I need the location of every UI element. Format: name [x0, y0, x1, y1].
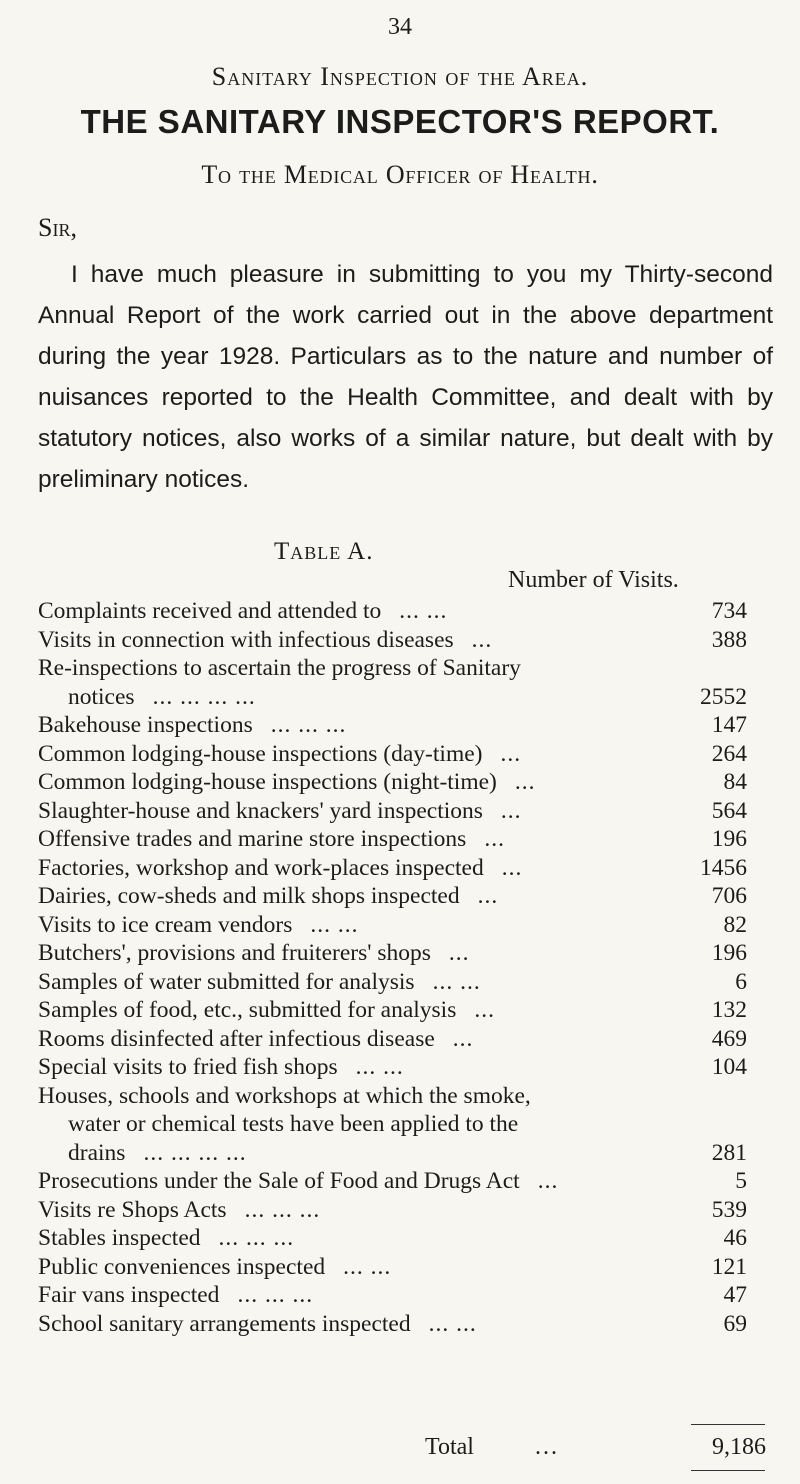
- row-label: [38, 654, 783, 711]
- row-label-text: Common lodging-house inspections (night-time): [38, 769, 497, 795]
- row-label: [38, 825, 783, 854]
- row-label: [38, 1253, 783, 1282]
- row-label-text: Visits re Shops Acts: [38, 1196, 227, 1223]
- table-row: [38, 882, 783, 911]
- table-row: [38, 911, 783, 940]
- row-value: 69: [723, 1310, 747, 1337]
- row-leader-dots: ...: [484, 826, 505, 852]
- row-value: 47: [723, 1282, 747, 1308]
- row-label-text: Stables inspected: [38, 1225, 201, 1251]
- row-value: 84: [723, 769, 747, 795]
- row-label-text: Dairies, cow-sheds and milk shops inspected: [38, 883, 460, 909]
- table-row: [38, 654, 783, 711]
- row-label-text: Common lodging-house inspections (day-time): [38, 740, 483, 767]
- row-value: 82: [723, 911, 747, 938]
- salutation: Sir,: [38, 213, 77, 242]
- row-value: 132: [711, 997, 747, 1023]
- table-row: [38, 597, 783, 626]
- row-value: 1456: [700, 854, 747, 881]
- row-leader-dots: ... ...: [432, 968, 481, 995]
- table-row: [38, 996, 783, 1025]
- row-label-text: Fair vans inspected: [38, 1282, 220, 1308]
- addressee-line: To the Medical Officer of Health.: [201, 160, 599, 189]
- table-row: [38, 968, 783, 997]
- row-value: 121: [711, 1253, 747, 1280]
- table-row: [38, 1167, 783, 1196]
- row-value: 196: [711, 826, 747, 852]
- row-label-text: Rooms disinfected after infectious disease: [38, 1025, 435, 1052]
- table-row: [38, 939, 783, 968]
- total-value: 9,186: [712, 1434, 766, 1460]
- row-leader-dots: ... ... ...: [218, 1225, 295, 1251]
- row-leader-dots: ... ...: [399, 598, 448, 624]
- row-label: [38, 939, 783, 968]
- row-label: [38, 1281, 783, 1310]
- row-leader-dots: ...: [452, 1025, 474, 1052]
- row-leader-dots: ... ...: [343, 1253, 392, 1280]
- row-value: 196: [711, 940, 747, 966]
- table-row: [38, 825, 783, 854]
- row-value: 539: [711, 1196, 747, 1223]
- row-value: 388: [711, 626, 747, 653]
- row-leader-dots: ...: [501, 854, 523, 881]
- row-leader-dots: ... ... ... ...: [152, 683, 256, 710]
- row-label: [38, 1196, 783, 1225]
- row-label: [38, 854, 783, 883]
- row-label-text: Visits in connection with infectious diseases: [38, 626, 454, 653]
- row-leader-dots: ...: [500, 740, 522, 767]
- row-label: [38, 1025, 783, 1054]
- row-label-text: Samples of water submitted for analysis: [38, 968, 415, 995]
- row-label-continuation: drains ... ... ... ...: [68, 1139, 247, 1166]
- total-dots: ...: [535, 1434, 559, 1460]
- row-label-text: Samples of food, etc., submitted for analysis: [38, 997, 457, 1023]
- row-leader-dots: ...: [474, 997, 495, 1023]
- row-leader-dots: ...: [500, 797, 522, 824]
- report-title: THE SANITARY INSPECTOR'S REPORT.: [80, 103, 720, 140]
- row-value: 5: [735, 1168, 747, 1194]
- table-row: [38, 626, 783, 655]
- row-label: [38, 597, 783, 626]
- row-value: 734: [711, 598, 747, 624]
- row-label: [38, 740, 783, 769]
- row-label: [38, 768, 783, 797]
- row-label: [38, 797, 783, 826]
- row-label-text: Houses, schools and workshops at which the smoke,: [38, 1082, 531, 1109]
- section-title: Sanitary Inspection of the Area.: [211, 62, 589, 91]
- row-label-text: Bakehouse inspections: [38, 712, 253, 738]
- table-row: [38, 1025, 783, 1054]
- table-row: [38, 711, 783, 740]
- table-row: [38, 1224, 783, 1253]
- table-row: [38, 1196, 783, 1225]
- row-label-text: School sanitary arrangements inspected: [38, 1310, 411, 1337]
- row-value: 264: [711, 740, 747, 767]
- row-label-text: Visits to ice cream vendors: [38, 911, 293, 938]
- row-label: [38, 1167, 783, 1196]
- row-label: [38, 1053, 783, 1082]
- table-row: [38, 1253, 783, 1282]
- row-label-text: Prosecutions under the Sale of Food and Drugs Act: [38, 1168, 520, 1194]
- table-rows: [38, 597, 783, 1338]
- table-row: [38, 1082, 783, 1168]
- table-row: [38, 1053, 783, 1082]
- row-leader-dots: ...: [471, 626, 493, 653]
- row-value: 281: [711, 1139, 747, 1166]
- row-value: 706: [711, 883, 747, 909]
- row-label: [38, 1310, 783, 1339]
- row-label-continuation: water or chemical tests have been applied to the: [68, 1111, 519, 1137]
- row-label-continuation: notices ... ... ... ...: [68, 683, 256, 710]
- table-row: [38, 854, 783, 883]
- row-label: [38, 626, 783, 655]
- row-label: [38, 968, 783, 997]
- row-label: [38, 1224, 783, 1253]
- row-label-text: Slaughter-house and knackers' yard inspections: [38, 797, 483, 824]
- column-header: Number of Visits.: [508, 567, 679, 593]
- row-label-text: Butchers', provisions and fruiterers' shops: [38, 940, 431, 966]
- row-leader-dots: ...: [477, 883, 499, 909]
- row-label: [38, 996, 783, 1025]
- row-leader-dots: ...: [537, 1168, 559, 1194]
- table-row: [38, 797, 783, 826]
- row-value: 46: [723, 1225, 747, 1251]
- row-label: [38, 711, 783, 740]
- row-leader-dots: ...: [448, 940, 470, 966]
- row-label: [38, 911, 783, 940]
- table-row: [38, 1281, 783, 1310]
- row-label-text: Re-inspections to ascertain the progress of Sanitary: [38, 655, 521, 681]
- row-label: [38, 882, 783, 911]
- row-leader-dots: ... ... ...: [244, 1196, 321, 1223]
- total-rule-top: [691, 1424, 765, 1425]
- row-value: 104: [711, 1054, 747, 1080]
- row-label: [38, 1082, 783, 1168]
- row-leader-dots: ... ...: [310, 911, 359, 938]
- row-value: 469: [711, 1025, 747, 1052]
- body-paragraph: I have much pleasure in submitting to you my Thirty-second Annual Report of the work carried out in the above department during the year 1928. Particulars as to the nature and number of nuisances reported to the Health Committee, and dealt with by statutory notices, also works of a similar nature, but dealt with by preliminary notices.: [38, 261, 773, 493]
- table-row: [38, 740, 783, 769]
- row-label-text: Factories, workshop and work-places inspected: [38, 854, 484, 881]
- page-number: 34: [388, 14, 412, 40]
- table-row: [38, 1310, 783, 1339]
- row-label-text: Public conveniences inspected: [38, 1253, 326, 1280]
- row-leader-dots: ... ...: [428, 1310, 477, 1337]
- row-label-text: Special visits to fried fish shops: [38, 1054, 338, 1080]
- row-label-text: Offensive trades and marine store inspections: [38, 826, 467, 852]
- row-leader-dots: ... ...: [355, 1054, 404, 1080]
- total-label: Total: [425, 1434, 474, 1460]
- total-rule-bottom: [691, 1470, 765, 1471]
- row-leader-dots: ... ... ...: [237, 1282, 314, 1308]
- row-value: 2552: [700, 683, 747, 710]
- table-row: [38, 768, 783, 797]
- row-label-text: Complaints received and attended to: [38, 598, 382, 624]
- row-value: 6: [735, 968, 747, 995]
- row-leader-dots: ...: [514, 769, 536, 795]
- row-leader-dots: ... ... ... ...: [143, 1139, 247, 1166]
- table-title: Table A.: [274, 538, 374, 565]
- row-value: 147: [711, 712, 747, 738]
- row-leader-dots: ... ... ...: [270, 712, 347, 738]
- row-value: 564: [711, 797, 747, 824]
